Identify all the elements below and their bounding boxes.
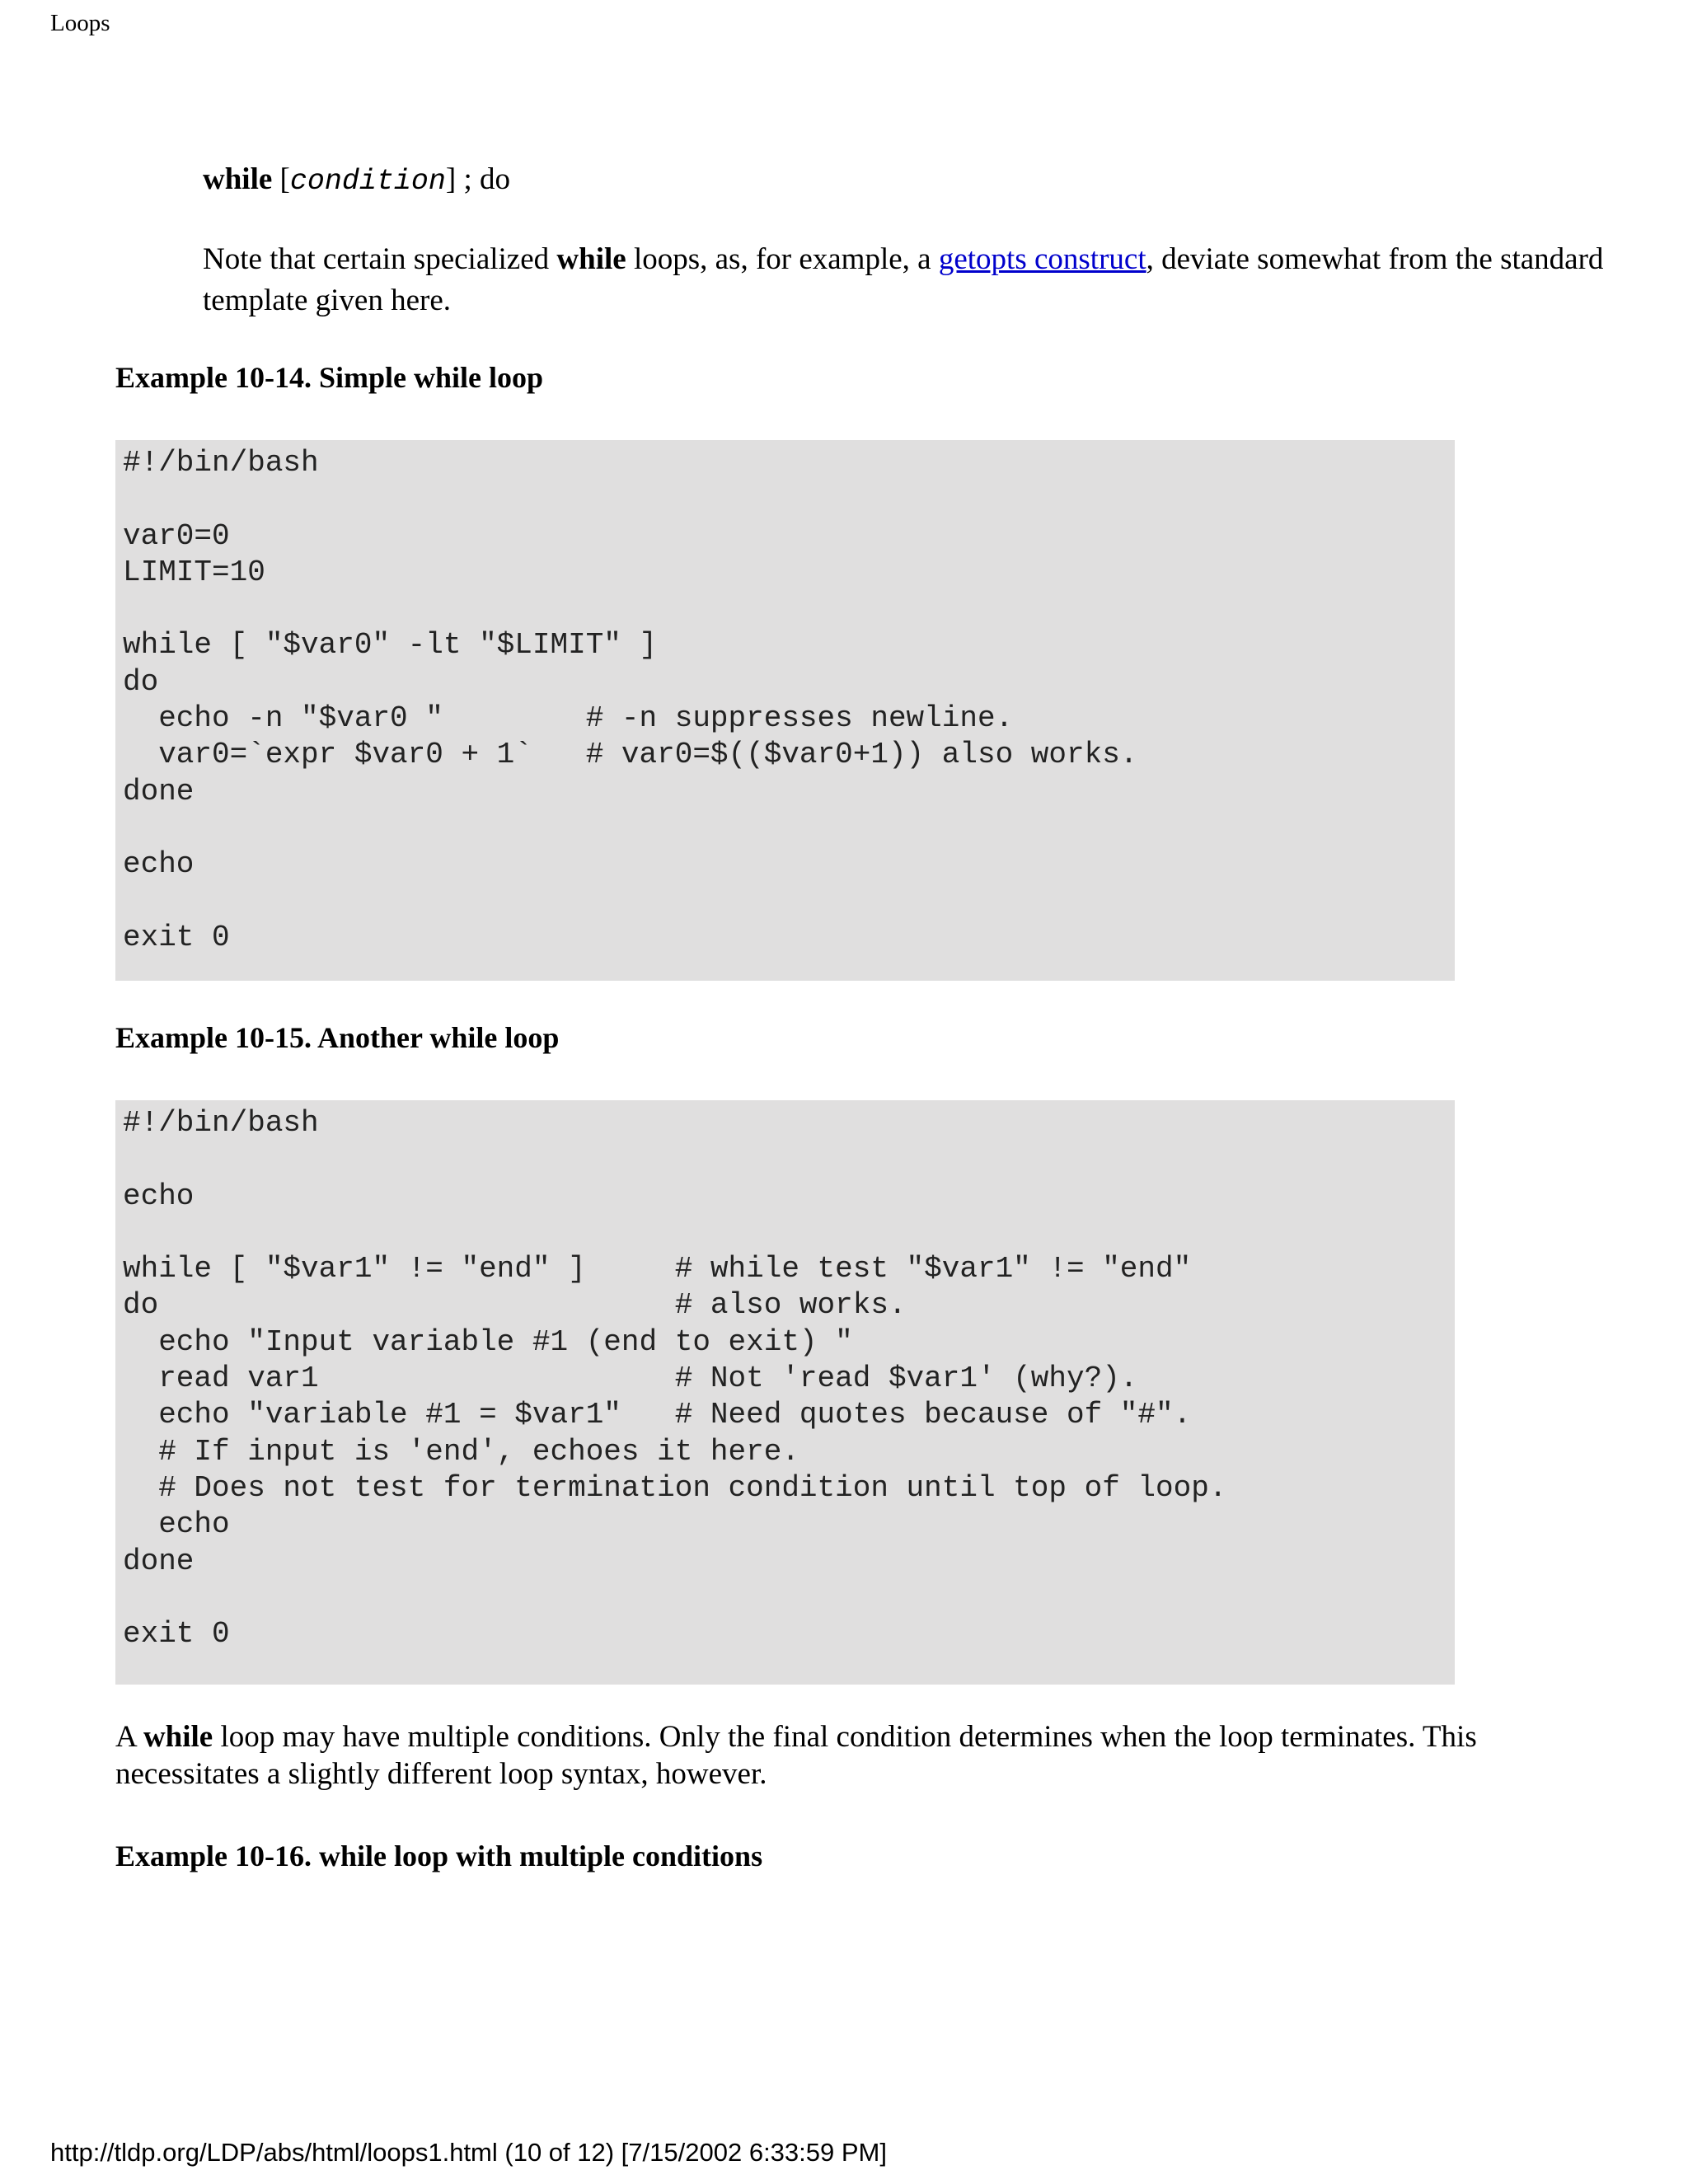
code-listing: #!/bin/bash var0=0 LIMIT=10 while [ "$var0" -lt "$LIMIT" ] do echo -n "$var0 " # -n suppresses newline. var0=`expr $var0 + 1` # var0=$(($var0+1)) also works. done echo exit 0 <box>123 446 1138 954</box>
synopsis-keyword: while <box>203 162 273 196</box>
multiple-conditions-paragraph <box>115 1718 1624 1793</box>
note-text-3: , deviate somewhat from the standard template given here. <box>203 242 1604 317</box>
while-synopsis <box>203 162 510 198</box>
paragraph-text-2: loop may have multiple conditions. Only the final condition determines when the loop terminates. This necessitates a slightly different loop syntax, however. <box>115 1720 1477 1791</box>
note-keyword: while <box>556 242 626 276</box>
paragraph-text-1: A <box>115 1720 143 1754</box>
code-block-10-14 <box>115 440 1455 981</box>
synopsis-condition-placeholder: condition <box>289 165 446 198</box>
page-footer-url: http://tldp.org/LDP/abs/html/loops1.html (10 of 12) [7/15/2002 6:33:59 PM] <box>50 2138 887 2167</box>
synopsis-rest: ] ; do <box>445 162 510 196</box>
code-listing: #!/bin/bash echo while [ "$var1" != "end" ] # while test "$var1" != "end" do # also works. echo "Input variable #1 (end to exit) " read var1 # Not 'read $var1' (why?). echo "variable #1 = $var1" # Need quotes because of "#". # If input is 'end', echoes it here. # Does not test for termination condition until top of loop. echo done exit 0 <box>123 1106 1227 1652</box>
example-title-10-15: Example 10-15. Another while loop <box>115 1021 560 1054</box>
example-title-10-16: Example 10-16. while loop with multiple conditions <box>115 1840 763 1872</box>
note-text-2: loops, as, for example, a <box>626 242 939 276</box>
page-header-title: Loops <box>50 10 110 36</box>
example-title-10-14: Example 10-14. Simple while loop <box>115 361 544 394</box>
note-text-1: Note that certain specialized <box>203 242 557 276</box>
code-block-10-15 <box>115 1100 1455 1685</box>
getopts-construct-link[interactable]: getopts construct <box>938 242 1146 276</box>
paragraph-keyword: while <box>143 1720 213 1754</box>
note-paragraph <box>203 239 1637 321</box>
synopsis-open-bracket: [ <box>272 162 290 196</box>
